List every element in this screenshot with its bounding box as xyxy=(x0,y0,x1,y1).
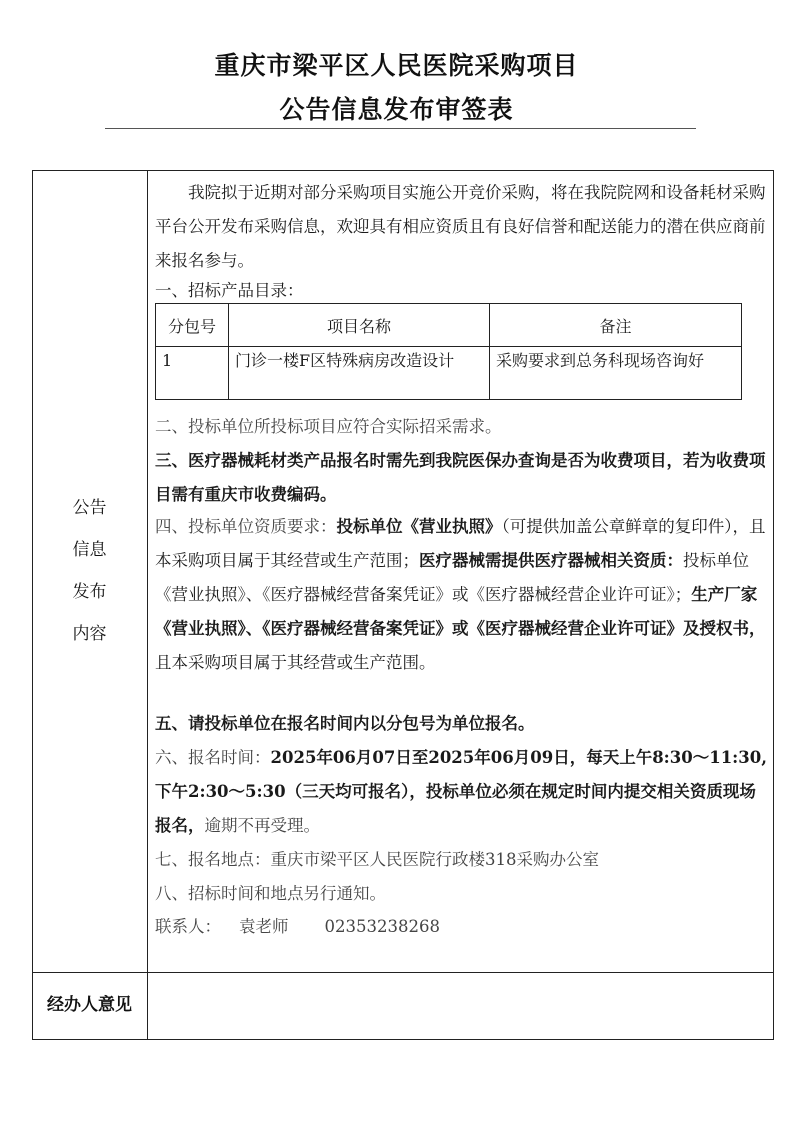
intro-paragraph: 我院拟于近期对部分采购项目实施公开竞价采购，将在我院院网和设备耗材采购平台公开发布采购信息，欢迎具有相应资质且有良好信誉和配送能力的潜在供应商前来报名参与。 xyxy=(155,183,766,270)
section-4-bold-1: 投标单位《营业执照》 xyxy=(336,517,502,536)
section-7: 七、报名地点：重庆市梁平区人民医院行政楼318采购办公室 xyxy=(155,850,599,869)
content-label-line: 内容 xyxy=(72,624,107,644)
cell-remark: 采购要求到总务科现场咨询好 xyxy=(490,347,742,400)
section-6-prefix: 六、报名时间： xyxy=(155,748,271,767)
cell-package-no: 1 xyxy=(156,347,229,400)
section-2: 二、投标单位所投标项目应符合实际招采需求。 xyxy=(155,417,502,436)
section-4-text-3: 且本采购项目属于其经营或生产范围。 xyxy=(155,653,436,672)
table-row xyxy=(156,347,742,400)
opinion-label: 经办人意见 xyxy=(47,995,132,1015)
content-label-line: 信息 xyxy=(72,540,107,560)
header-project-name: 项目名称 xyxy=(229,304,490,347)
header-package-no: 分包号 xyxy=(156,304,229,347)
section-6-bold: 2025年06月07日至2025年06月09日，每天上午8:30～11:30,下午2:30～5:30（三天均可报名），投标单位必须在规定时间内提交相关资质现场报名， xyxy=(155,748,767,835)
section-3: 三、医疗器械耗材类产品报名时需先到我院医保办查询是否为收费项目，若为收费项目需有重庆市收费编码。 xyxy=(155,451,766,504)
header-remark: 备注 xyxy=(490,304,742,347)
section-4 xyxy=(155,510,767,680)
contact-line xyxy=(155,910,767,944)
section-5: 五、请投标单位在报名时间内以分包号为单位报名。 xyxy=(155,714,535,733)
section-1-title: 一、招标产品目录： xyxy=(155,281,304,300)
title-underline xyxy=(105,128,696,129)
product-table xyxy=(155,303,742,400)
section-4-prefix: 四、投标单位资质要求： xyxy=(155,517,337,536)
section-4-text-1: （可提供加盖公章鲜章的复印件），且本采购项目属于其经营或生产范围； xyxy=(155,517,766,570)
content-label-line: 公告 xyxy=(72,498,107,518)
section-4-text-2: 投标单位《营业执照》、《医疗器械经营备案凭证》或《医疗器械经营企业许可证》； xyxy=(155,551,749,604)
section-6 xyxy=(155,741,767,843)
section-6-text: 逾期不再受理。 xyxy=(204,816,320,835)
section-4-bold-2: 医疗器械需提供医疗器械相关资质： xyxy=(419,551,683,570)
content-label xyxy=(32,487,147,655)
row-divider xyxy=(32,972,774,973)
contact-phone: 02353238268 xyxy=(324,917,440,936)
cell-project-name: 门诊一楼F区特殊病房改造设计 xyxy=(229,347,490,400)
section-8: 八、招标时间和地点另行通知。 xyxy=(155,884,386,903)
column-divider xyxy=(147,170,148,1040)
title-line-1: 重庆市梁平区人民医院采购项目 xyxy=(214,51,579,80)
contact-label: 联系人： xyxy=(155,917,221,936)
contact-name: 袁老师 xyxy=(239,917,289,936)
title-line-2: 公告信息发布审签表 xyxy=(279,95,514,124)
section-4-bold-3: 生产厂家《营业执照》、《医疗器械经营备案凭证》或《医疗器械经营企业许可证》及授权书， xyxy=(155,585,766,638)
content-label-line: 发布 xyxy=(72,582,107,602)
